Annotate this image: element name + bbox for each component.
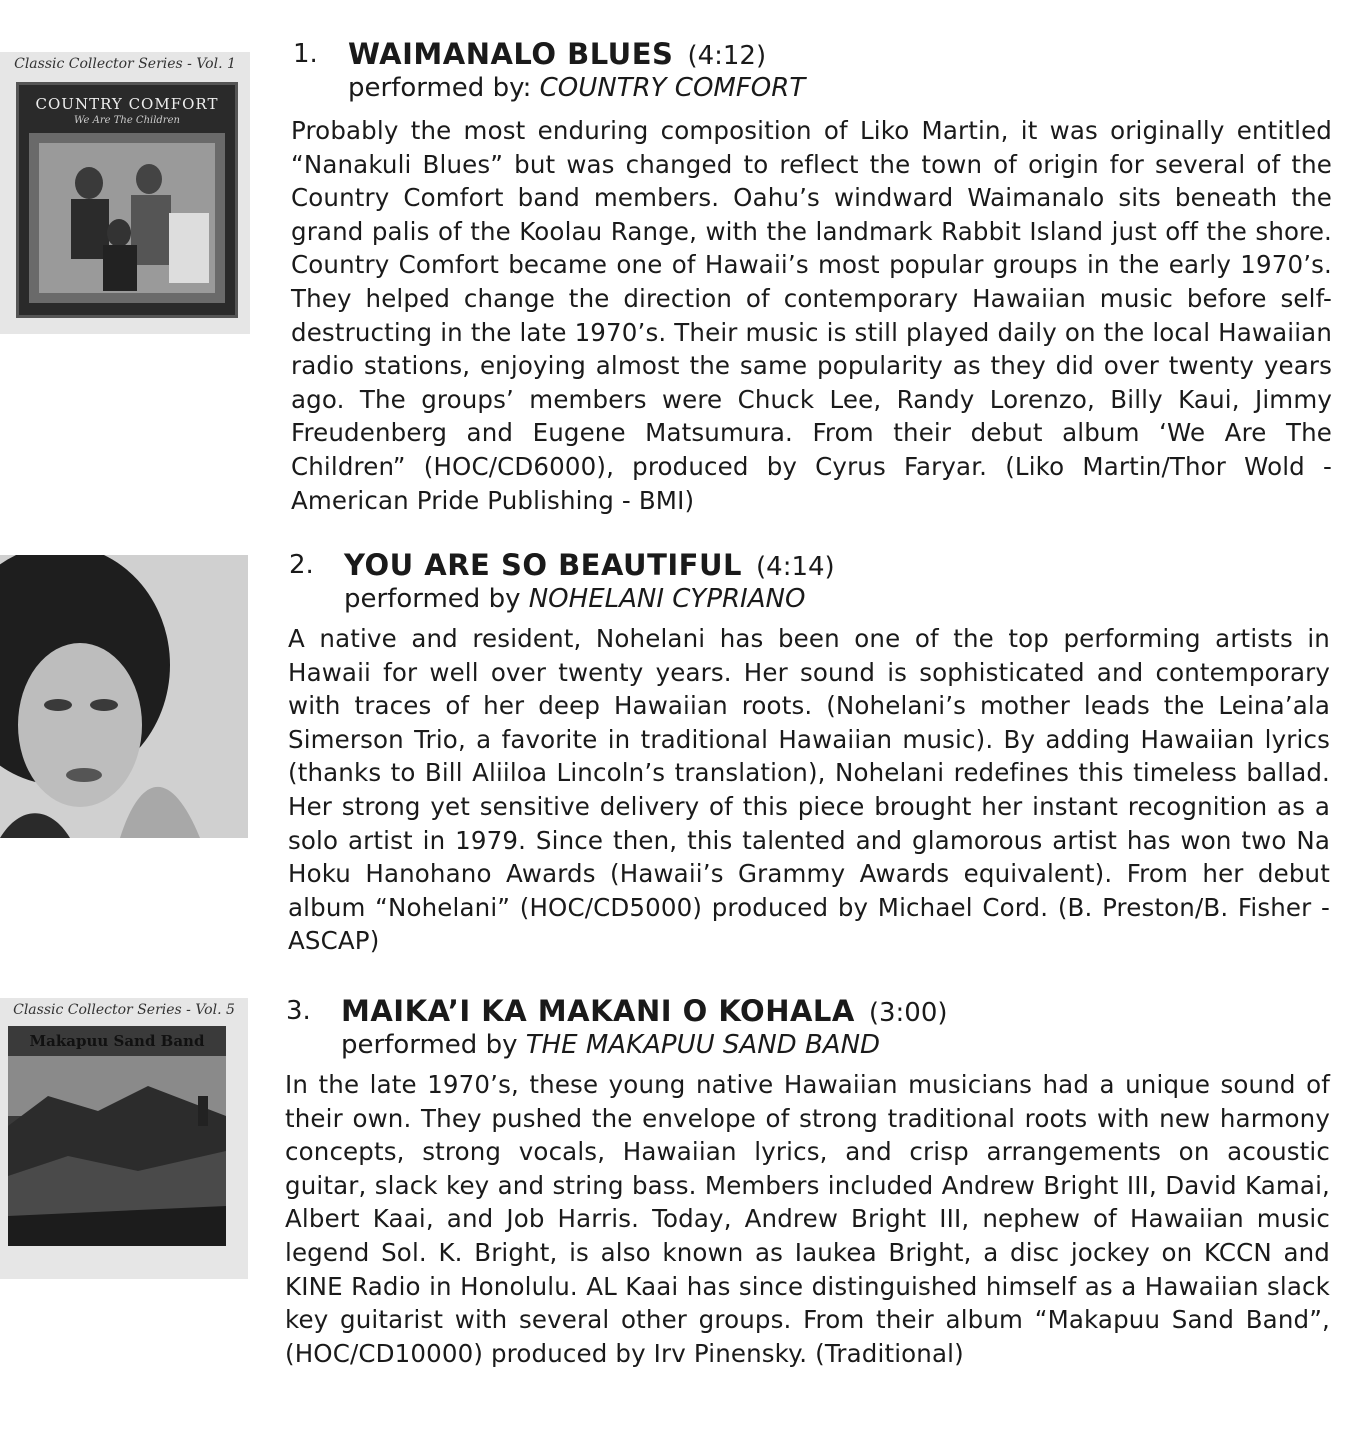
album-cover-nohelani <box>0 555 248 838</box>
track-number: 1. <box>293 39 318 69</box>
cover-series-label: Classic Collector Series - Vol. 5 <box>13 1002 235 1018</box>
track-title-line <box>344 548 835 584</box>
track-duration: (4:12) <box>687 41 767 71</box>
cover-photo <box>16 82 238 318</box>
performer-line <box>348 71 805 105</box>
performer-name: THE MAKAPUU SAND BAND <box>525 1030 881 1060</box>
track-description: In the late 1970’s, these young native Hawaiian musicians had a unique sound of their own. They pushed the envelope of strong traditional roots with new harmony concepts, strong vocals, Hawaiian lyrics, and crisp arrangements on acoustic guitar, slack key and string bass. Members included Andrew Bright III, David Kamai, Albert Kaai, and Job Harris. Today, Andrew Bright III, nephew of Hawaiian music legend Sol. K. Bright, is also known as Iaukea Bright, a disc jockey on KCCN and KINE Radio in Honolulu. AL Kaai has since distinguished himself as a Hawaiian slack key guitarist with several other groups. From their album “Makapuu Sand Band”, (HOC/CD10000) produced by Irv Pinensky. (Traditional) <box>285 1070 1330 1368</box>
track-number: 2. <box>289 550 314 580</box>
track-description: Probably the most enduring composition of Liko Martin, it was originally entitled “Nanakuli Blues” but was changed to reflect the town of origin for several of the Country Comfort band members. Oahu’s windward Waimanalo sits beneath the grand palis of the Koolau Range, with the landmark Rabbit Island just off the shore. Country Comfort became one of Hawaii’s most popular groups in the early 1970’s. They helped change the direction of contemporary Hawaiian music before self-destructing in the late 1970’s. Their music is still played daily on the local Hawaiian radio stations, enjoying almost the same popularity as they did over twenty years ago. The groups’ members were Chuck Lee, Randy Lorenzo, Billy Kaui, Jimmy Freudenberg and Eugene Matsumura. From their debut album ‘We Are The Children” (HOC/CD6000), produced by Cyrus Faryar. (Liko Martin/Thor Wold - American Pride Publishing - BMI) <box>291 116 1332 515</box>
album-cover-country-comfort <box>0 52 250 334</box>
cover-photo <box>8 1026 226 1246</box>
cover-portrait-image <box>0 555 248 838</box>
cover-band-label: COUNTRY COMFORT <box>35 95 219 113</box>
cover-landscape-image <box>8 1056 226 1246</box>
track-title-line <box>341 994 948 1030</box>
performer-prefix: performed by <box>344 584 521 614</box>
cover-subtitle-label: We Are The Children <box>74 115 180 126</box>
performer-name: COUNTRY COMFORT <box>539 73 806 103</box>
cover-series-label: Classic Collector Series - Vol. 1 <box>14 56 236 72</box>
track-duration: (3:00) <box>868 998 948 1028</box>
performer-line <box>344 582 805 616</box>
track-title: MAIKA’I KA MAKANI O KOHALA <box>341 994 855 1028</box>
track-number: 3. <box>286 996 311 1026</box>
cover-figures-image <box>19 133 235 313</box>
track-title: YOU ARE SO BEAUTIFUL <box>344 548 743 582</box>
cover-band-label: Makapuu Sand Band <box>29 1032 205 1050</box>
track-title: WAIMANALO BLUES <box>348 37 674 71</box>
performer-prefix: performed by <box>341 1030 518 1060</box>
track-duration: (4:14) <box>756 552 835 582</box>
album-cover-makapuu-sand-band <box>0 998 248 1279</box>
track-title-line <box>348 37 766 73</box>
performer-line <box>341 1028 880 1062</box>
performer-name: NOHELANI CYPRIANO <box>528 584 806 614</box>
performer-prefix: performed by: <box>348 73 532 103</box>
track-description: A native and resident, Nohelani has been one of the top performing artists in Hawaii for well over twenty years. Her sound is sophisticated and contemporary with traces of her deep Hawaiian roots. (Nohelani’s mother leads the Leina’ala Simerson Trio, a favorite in traditional Hawaiian music). By adding Hawaiian lyrics (thanks to Bill Aliiloa Lincoln’s translation), Nohelani redefines this timeless ballad. Her strong yet sensitive delivery of this piece brought her instant recognition as a solo artist in 1979. Since then, this talented and glamorous artist has won two Na Hoku Hanohano Awards (Hawaii’s Grammy Awards equivalent). From her debut album “Nohelani” (HOC/CD5000) produced by Michael Cord. (B. Preston/B. Fisher - ASCAP) <box>288 624 1330 956</box>
